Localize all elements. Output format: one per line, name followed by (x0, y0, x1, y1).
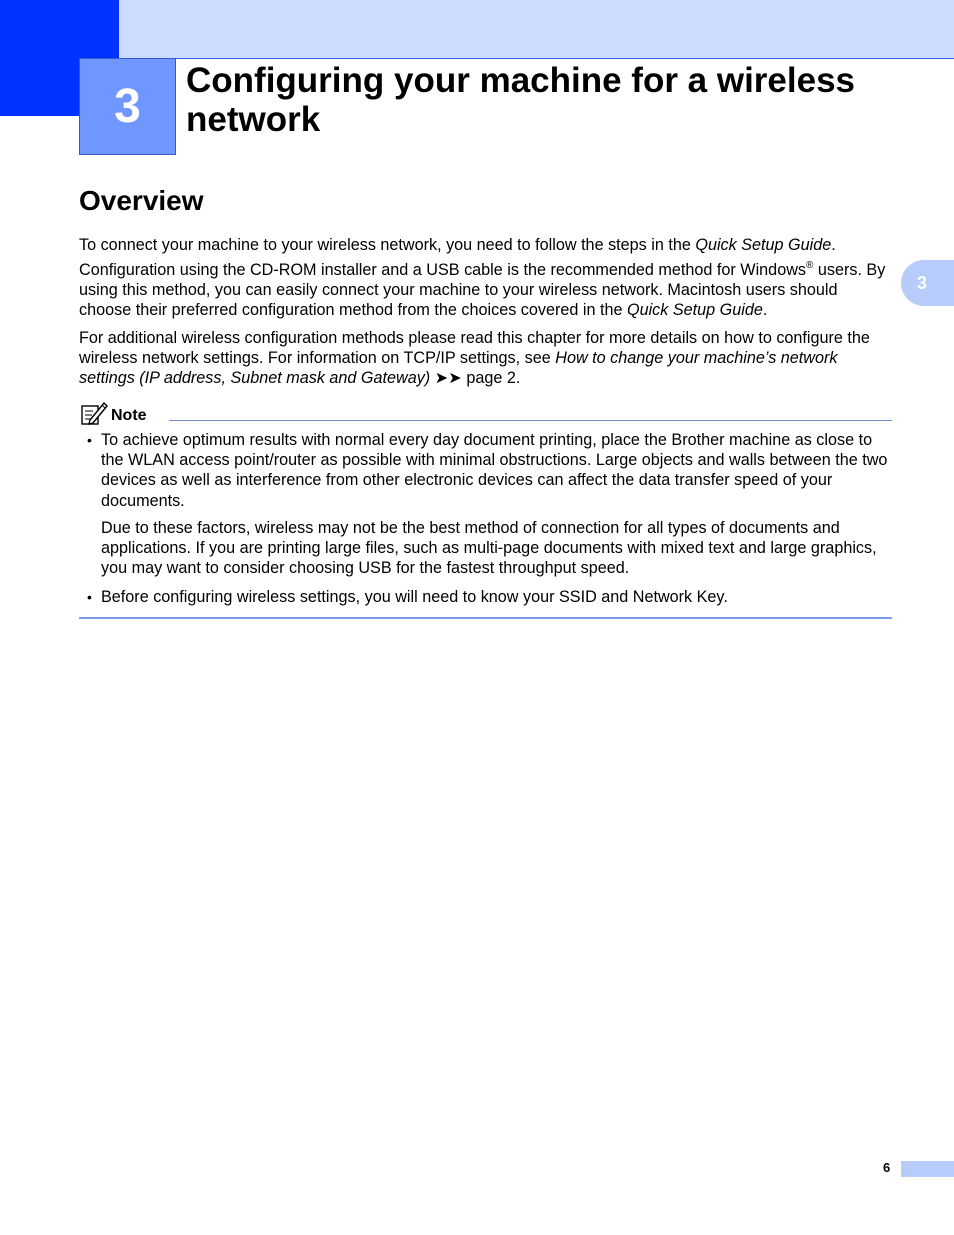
page-reference: page 2. (466, 369, 521, 387)
paragraph-intro-end: . (831, 236, 836, 254)
registered-mark: ® (805, 260, 814, 271)
paragraph-configuration-text-2: users. By using this method, you can easily connect your machine to your wireless network. Macintosh users should choose their preferred configuration method from the choices covered in the (79, 261, 886, 319)
header-band-light (119, 0, 954, 59)
guide-reference: Quick Setup Guide (626, 301, 763, 319)
paragraph-intro-text: To connect your machine to your wireless network, you need to follow the steps in the (79, 236, 696, 254)
chapter-side-tab-label: 3 (917, 272, 928, 293)
chapter-title: Configuring your machine for a wireless network (186, 61, 856, 139)
bullet-marker: • (87, 589, 92, 605)
chapter-number: 3 (114, 80, 141, 133)
paragraph-additional-text: For additional wireless configuration methods please read this chapter for more details on how to configure the wireless network settings. For information on TCP/IP settings, see (79, 329, 870, 367)
note-pencil-icon (80, 400, 108, 426)
paragraph-configuration-end: . (762, 301, 768, 319)
page-number: 6 (883, 1160, 891, 1175)
note-bottom-rule (79, 617, 892, 619)
cross-reference-link: How to change your machine’s network settings (IP address, Subnet mask and Gateway) (79, 349, 838, 387)
paragraph-additional-methods (79, 328, 892, 388)
guide-reference: Quick Setup Guide (695, 236, 832, 254)
paragraph-configuration (79, 260, 892, 320)
bullet-marker: • (87, 432, 92, 448)
note-item-placement: To achieve optimum results with normal every day document printing, place the Brother machine as close to the WLAN access point/router as possible with minimal obstructions. Large objects and walls between the two devices as well as interference from other electronic devices can affect the data transfer speed of your documents. (101, 431, 888, 510)
section-heading: Overview (79, 185, 204, 216)
note-top-rule (169, 420, 892, 421)
footer-bar (901, 1161, 954, 1177)
paragraph-configuration-text: Configuration using the CD-ROM installer and a USB cable is the recommended method for Windows (79, 261, 806, 279)
chapter-side-tab (901, 260, 954, 306)
note-label: Note (111, 407, 147, 424)
paragraph-intro (79, 235, 892, 255)
note-item-placement-continued: Due to these factors, wireless may not be the best method of connection for all types of documents and applications. If you are printing large files, such as multi-page documents with mixed text and large graphics, you may want to consider choosing USB for the fastest throughput speed. (101, 519, 877, 578)
double-arrow-icon: ➤➤ (430, 369, 467, 387)
chapter-number-box (79, 58, 176, 155)
note-item-ssid: Before configuring wireless settings, you will need to know your SSID and Network Key. (101, 588, 728, 606)
